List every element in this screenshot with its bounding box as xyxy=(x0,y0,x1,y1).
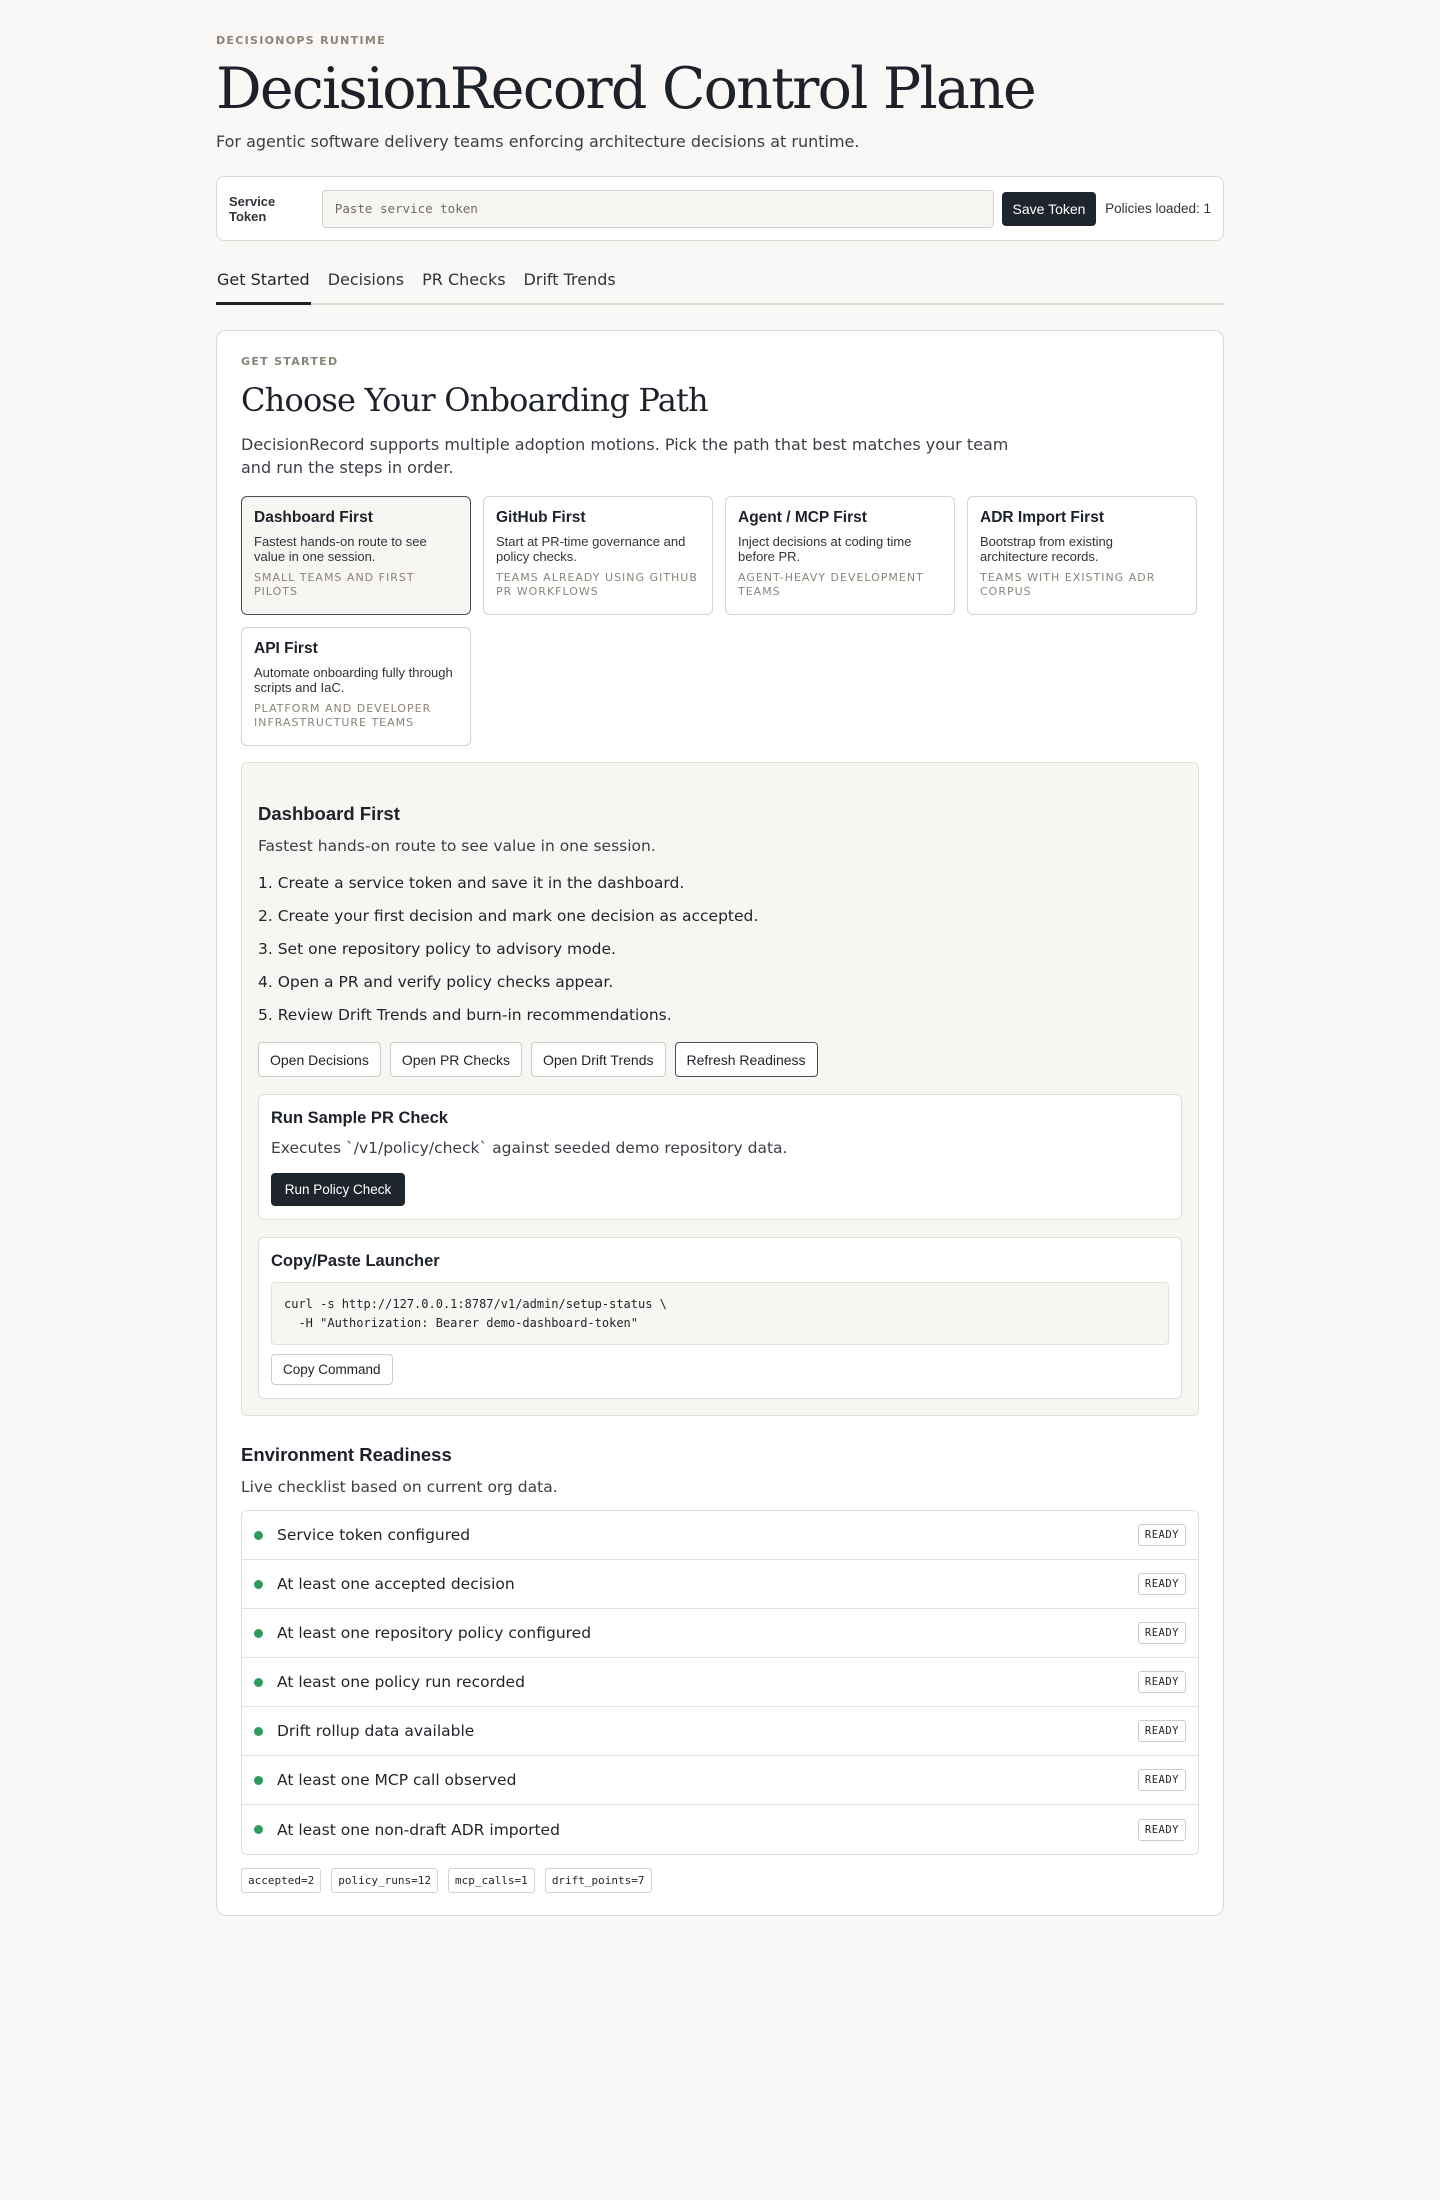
checklist-label: At least one MCP call observed xyxy=(277,1771,517,1789)
tab-pr-checks[interactable]: PR Checks xyxy=(422,270,506,289)
metric-chip: accepted=2 xyxy=(241,1868,321,1893)
policies-loaded-status: Policies loaded: 1 xyxy=(1105,201,1211,216)
readiness-description: Live checklist based on current org data. xyxy=(241,1478,558,1496)
page xyxy=(216,0,1224,1916)
path-title: GitHub First xyxy=(496,509,586,526)
section-title: Choose Your Onboarding Path xyxy=(241,381,708,419)
token-bar xyxy=(216,176,1224,241)
step-item: 5. Review Drift Trends and burn-in recommendations. xyxy=(258,1006,672,1024)
path-description: Inject decisions at coding time before PR. xyxy=(738,534,912,564)
path-detail-description: Fastest hands-on route to see value in one session. xyxy=(258,837,656,855)
status-dot-icon xyxy=(254,1727,263,1736)
onboarding-paths xyxy=(241,496,1199,746)
checklist-row xyxy=(242,1511,1198,1560)
launcher-card xyxy=(258,1237,1182,1399)
checklist-label: At least one accepted decision xyxy=(277,1575,515,1593)
status-dot-icon xyxy=(254,1825,263,1834)
save-token-button[interactable]: Save Token xyxy=(1002,192,1096,226)
step-item: 4. Open a PR and verify policy checks appear. xyxy=(258,973,614,991)
refresh-readiness-button[interactable]: Refresh Readiness xyxy=(675,1042,818,1077)
readiness-metrics xyxy=(241,1868,1199,1893)
step-item: 2. Create your first decision and mark one decision as accepted. xyxy=(258,907,759,925)
checklist-row xyxy=(242,1756,1198,1805)
tab-get-started[interactable]: Get Started xyxy=(216,265,311,305)
path-card-api-first[interactable] xyxy=(241,627,471,746)
page-title: DecisionRecord Control Plane xyxy=(216,56,1035,122)
path-audience: TEAMS WITH EXISTING ADR CORPUS xyxy=(980,571,1156,598)
path-audience: TEAMS ALREADY USING GITHUB PR WORKFLOWS xyxy=(496,571,698,598)
section-intro: DecisionRecord supports multiple adoption motions. Pick the path that best matches your team and run the steps in order. xyxy=(241,435,1009,477)
open-pr-checks-button[interactable]: Open PR Checks xyxy=(390,1042,522,1077)
path-description: Automate onboarding fully through scripts and IaC. xyxy=(254,665,453,695)
checklist-row xyxy=(242,1560,1198,1609)
path-detail xyxy=(241,762,1199,1416)
checklist-row xyxy=(242,1658,1198,1707)
sample-pr-check-title: Run Sample PR Check xyxy=(271,1109,448,1127)
copy-command-button[interactable]: Copy Command xyxy=(271,1354,393,1385)
status-dot-icon xyxy=(254,1580,263,1589)
status-badge: READY xyxy=(1138,1524,1186,1546)
path-description: Bootstrap from existing architecture records. xyxy=(980,534,1113,564)
checklist-label: Drift rollup data available xyxy=(277,1722,475,1740)
metric-chip: mcp_calls=1 xyxy=(448,1868,535,1893)
run-policy-check-button[interactable]: Run Policy Check xyxy=(271,1173,405,1206)
step-list xyxy=(258,867,1182,1032)
open-decisions-button[interactable]: Open Decisions xyxy=(258,1042,381,1077)
checklist-label: At least one non-draft ADR imported xyxy=(277,1820,560,1839)
open-drift-trends-button[interactable]: Open Drift Trends xyxy=(531,1042,666,1077)
status-badge: READY xyxy=(1138,1769,1186,1791)
checklist-row xyxy=(242,1609,1198,1658)
readiness-title: Environment Readiness xyxy=(241,1444,452,1465)
status-badge: READY xyxy=(1138,1671,1186,1693)
status-dot-icon xyxy=(254,1678,263,1687)
path-audience: PLATFORM AND DEVELOPER INFRASTRUCTURE TEAMS xyxy=(254,702,432,729)
path-actions xyxy=(258,1042,1182,1077)
tab-bar xyxy=(216,265,1224,305)
path-detail-title: Dashboard First xyxy=(258,803,400,824)
path-audience: AGENT-HEAVY DEVELOPMENT TEAMS xyxy=(738,571,924,598)
tab-decisions[interactable]: Decisions xyxy=(327,270,405,289)
status-badge: READY xyxy=(1138,1819,1186,1841)
checklist-row xyxy=(242,1805,1198,1854)
launcher-command: curl -s http://127.0.0.1:8787/v1/admin/setup-status \ -H "Authorization: Bearer demo-dashboard-token" xyxy=(271,1282,1169,1345)
checklist-label: Service token configured xyxy=(277,1526,471,1544)
path-card-adr-import-first[interactable] xyxy=(967,496,1197,615)
path-title: Agent / MCP First xyxy=(738,509,867,526)
status-dot-icon xyxy=(254,1629,263,1638)
path-description: Start at PR-time governance and policy checks. xyxy=(496,534,686,564)
app-eyebrow: DECISIONOPS RUNTIME xyxy=(216,34,386,47)
tab-drift-trends[interactable]: Drift Trends xyxy=(523,270,616,289)
checklist-row xyxy=(242,1707,1198,1756)
step-item: 3. Set one repository policy to advisory mode. xyxy=(258,940,616,958)
section-eyebrow: GET STARTED xyxy=(241,355,339,368)
status-badge: READY xyxy=(1138,1720,1186,1742)
path-audience: SMALL TEAMS AND FIRST PILOTS xyxy=(254,571,415,598)
status-badge: READY xyxy=(1138,1622,1186,1644)
sample-pr-check-description: Executes `/v1/policy/check` against seeded demo repository data. xyxy=(271,1139,788,1157)
step-item: 1. Create a service token and save it in the dashboard. xyxy=(258,874,685,892)
page-subtitle: For agentic software delivery teams enforcing architecture decisions at runtime. xyxy=(216,132,860,151)
path-card-github-first[interactable] xyxy=(483,496,713,615)
path-title: ADR Import First xyxy=(980,509,1104,526)
path-description: Fastest hands-on route to see value in one session. xyxy=(254,534,427,564)
get-started-panel xyxy=(216,330,1224,1916)
path-title: API First xyxy=(254,640,318,657)
service-token-input[interactable] xyxy=(322,190,994,228)
launcher-title: Copy/Paste Launcher xyxy=(271,1252,440,1270)
checklist-label: At least one repository policy configured xyxy=(277,1624,592,1642)
token-label: Service Token xyxy=(229,193,276,224)
path-title: Dashboard First xyxy=(254,509,373,526)
status-badge: READY xyxy=(1138,1573,1186,1595)
metric-chip: drift_points=7 xyxy=(545,1868,652,1893)
status-dot-icon xyxy=(254,1531,263,1540)
path-card-agent-mcp-first[interactable] xyxy=(725,496,955,615)
readiness-checklist xyxy=(241,1510,1199,1855)
path-card-dashboard-first[interactable] xyxy=(241,496,471,615)
sample-pr-check-card xyxy=(258,1094,1182,1220)
metric-chip: policy_runs=12 xyxy=(331,1868,438,1893)
status-dot-icon xyxy=(254,1776,263,1785)
checklist-label: At least one policy run recorded xyxy=(277,1673,525,1691)
